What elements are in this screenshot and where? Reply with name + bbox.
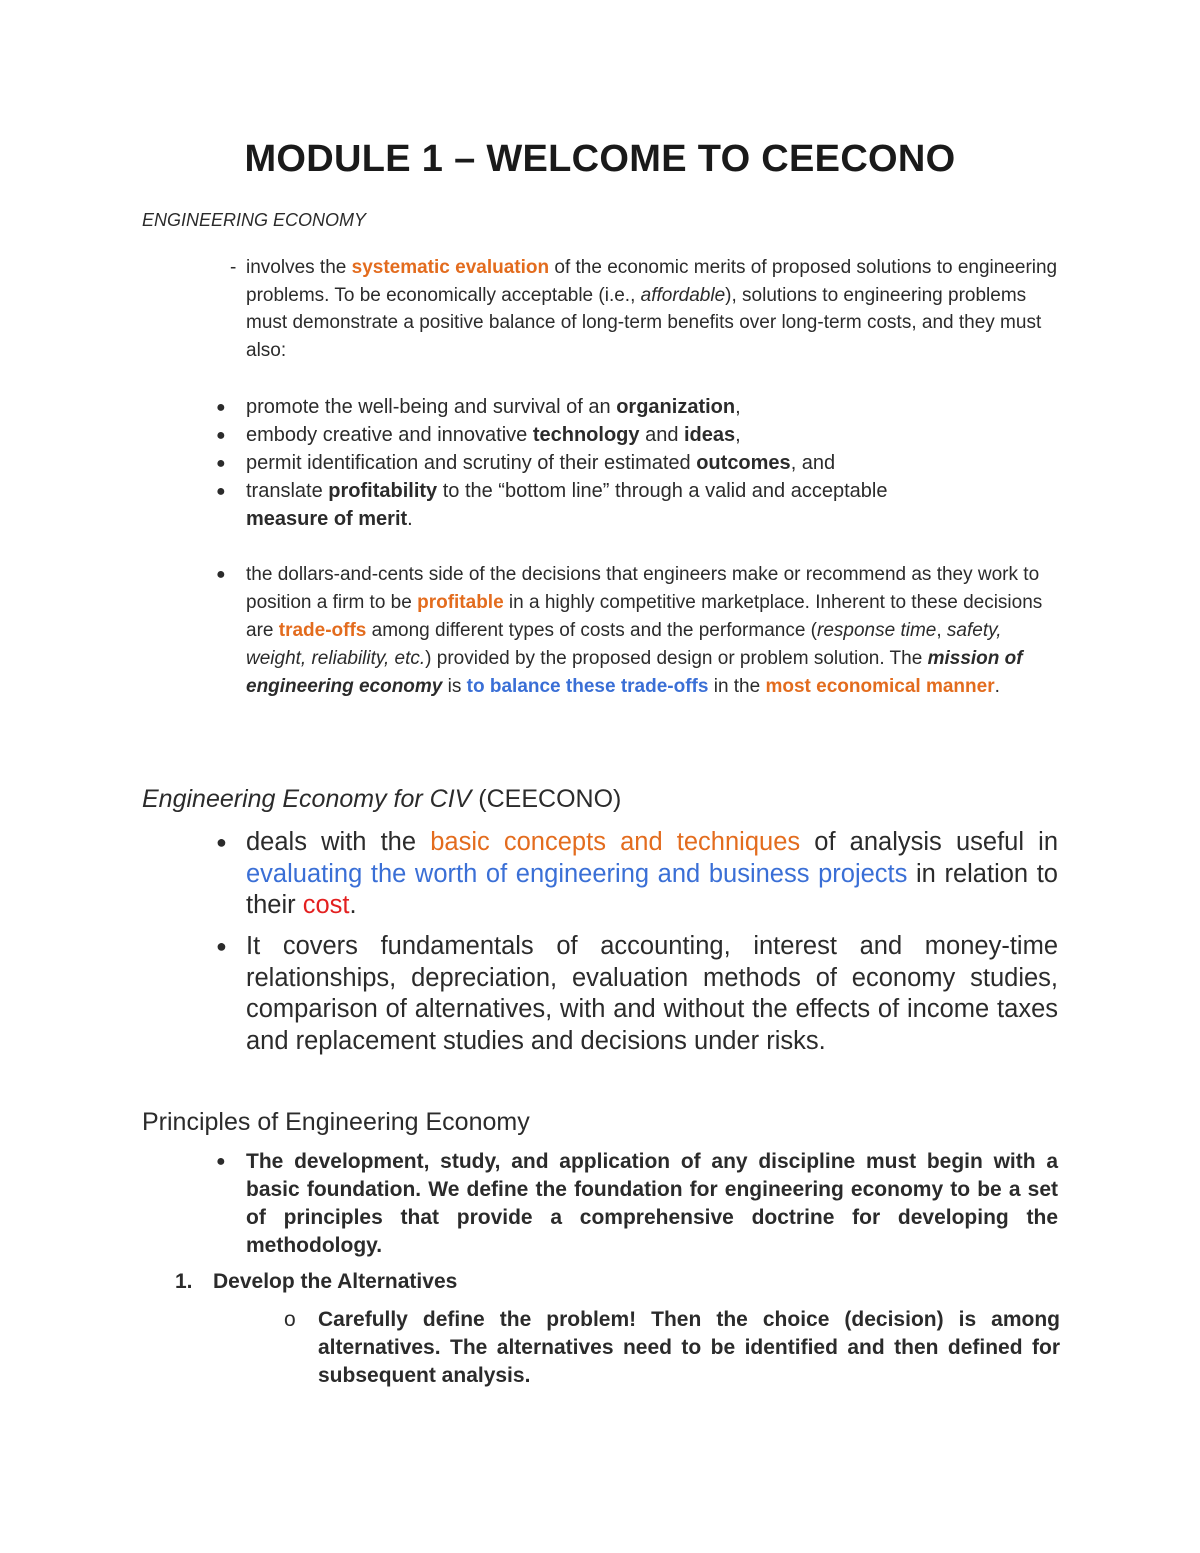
list-item bbox=[216, 422, 1066, 450]
list-item-text: and bbox=[639, 424, 684, 446]
list-item-text: . bbox=[407, 507, 413, 530]
page-title: MODULE 1 – WELCOME TO CEECONO bbox=[244, 138, 956, 180]
bullet-icon: ● bbox=[216, 832, 227, 852]
tradeoff-paragraph bbox=[216, 561, 1066, 701]
list-item-bold: profitability bbox=[328, 480, 438, 502]
list-item-bold: outcomes bbox=[696, 452, 791, 474]
list-item-text: in relation to their bbox=[246, 859, 1058, 919]
list-item-text: deals with the bbox=[246, 828, 431, 856]
dash-marker: - bbox=[230, 257, 237, 278]
highlight-most-economical-manner: most economical manner bbox=[765, 676, 995, 697]
list-item-text: . bbox=[349, 891, 357, 919]
numbered-item-1 bbox=[175, 1270, 457, 1294]
definition-paragraph bbox=[230, 254, 1066, 364]
bullet-icon: ● bbox=[216, 936, 227, 956]
list-item-bold: ideas bbox=[684, 424, 736, 446]
heading-italic-part: Engineering Economy for CIV bbox=[142, 785, 472, 813]
paragraph-text: is bbox=[442, 676, 467, 697]
list-item bbox=[216, 827, 1058, 922]
list-item-text: to the “bottom line” through a valid and acceptable bbox=[437, 480, 888, 502]
bullet-icon: ● bbox=[216, 455, 226, 472]
definition-text: of the economic merits of proposed solutions to engineering problems. To be economically acceptable (i.e., bbox=[246, 257, 1058, 306]
list-item-bold: measure of merit bbox=[246, 507, 408, 530]
principles-intro bbox=[216, 1148, 1058, 1260]
paragraph-text: . bbox=[994, 676, 1000, 697]
list-item-text: of analysis useful in bbox=[800, 828, 1058, 856]
list-item-text: promote the well-being and survival of an bbox=[246, 396, 617, 418]
highlight-basic-concepts: basic concepts and techniques bbox=[430, 828, 801, 856]
highlight-trade-offs: trade-offs bbox=[278, 620, 367, 641]
highlight-balance-trade-offs: to balance these trade-offs bbox=[466, 676, 709, 697]
paragraph-text: , bbox=[936, 620, 947, 641]
circle-bullet-icon: o bbox=[284, 1308, 296, 1331]
bullet-icon: ● bbox=[216, 399, 226, 416]
list-item bbox=[216, 931, 1058, 1057]
bold-italic-mission: mission of engineering economy bbox=[246, 648, 1023, 697]
list-item-bold: technology bbox=[532, 424, 640, 446]
principles-intro-text: The development, study, and application of any discipline must begin with a basic foundation. We define the foundation for engineering economy to be a set of principles that provide a comprehensive doctrine for developing the methodology. bbox=[246, 1150, 1058, 1257]
list-item-text: , and bbox=[790, 452, 836, 474]
paragraph-text: the dollars-and-cents side of the decisions that engineers make or recommend as they work to position a firm to be bbox=[246, 564, 1040, 613]
definition-text: involves the bbox=[246, 257, 352, 278]
highlight-cost: cost bbox=[302, 891, 350, 919]
italic-affordable: affordable bbox=[640, 284, 726, 306]
section-heading-principles: Principles of Engineering Economy bbox=[142, 1108, 530, 1136]
item-number: 1. bbox=[175, 1270, 193, 1293]
list-item-text: permit identification and scrutiny of their estimated bbox=[246, 452, 697, 474]
bullet-icon: ● bbox=[216, 483, 226, 500]
list-item-text: , bbox=[735, 424, 741, 446]
list-item-text: embody creative and innovative bbox=[246, 424, 533, 446]
bullet-icon: ● bbox=[216, 427, 226, 444]
section-heading-engineering-economy: ENGINEERING ECONOMY bbox=[142, 210, 367, 230]
list-item-text: , bbox=[735, 396, 741, 418]
paragraph-text: ) provided by the proposed design or problem solution. The bbox=[425, 648, 928, 669]
paragraph-text: in the bbox=[708, 676, 766, 697]
highlight-evaluating-worth: evaluating the worth of engineering and business projects bbox=[246, 859, 908, 888]
highlight-profitable: profitable bbox=[417, 592, 504, 613]
list-item bbox=[216, 450, 1066, 478]
item-title: Develop the Alternatives bbox=[213, 1270, 458, 1293]
highlight-systematic-evaluation: systematic evaluation bbox=[351, 257, 550, 278]
italic-response-time: response time bbox=[817, 620, 937, 641]
list-item bbox=[216, 478, 906, 533]
list-item-text: It covers fundamentals of accounting, interest and money-time relationships, depreciation, evaluation methods of economy studies, comparison of alternatives, with and without the effects of income taxes and replacement studies and decisions under risks. bbox=[246, 932, 1058, 1055]
list-item bbox=[216, 394, 1066, 422]
italic-safety-list: safety, weight, reliability, etc. bbox=[246, 620, 1002, 669]
section-heading-ceecono bbox=[142, 785, 621, 814]
bullet-icon: ● bbox=[216, 1153, 226, 1170]
paragraph-text: among different types of costs and the performance ( bbox=[366, 620, 817, 641]
list-item-bold: organization bbox=[616, 396, 736, 418]
sub-list-item bbox=[284, 1306, 1060, 1390]
list-item-text: translate bbox=[246, 480, 329, 502]
definition-text: ), solutions to engineering problems must demonstrate a positive balance of long-term benefits over long-term costs, and they must also: bbox=[246, 284, 1042, 361]
heading-rest-part: (CEECONO) bbox=[471, 785, 622, 813]
bullet-icon: ● bbox=[216, 566, 226, 583]
paragraph-text: in a highly competitive marketplace. Inherent to these decisions are bbox=[246, 592, 1043, 641]
sub-list-item-text: Carefully define the problem! Then the choice (decision) is among alternatives. The alternatives need to be identified and then defined for subsequent analysis. bbox=[318, 1308, 1060, 1387]
